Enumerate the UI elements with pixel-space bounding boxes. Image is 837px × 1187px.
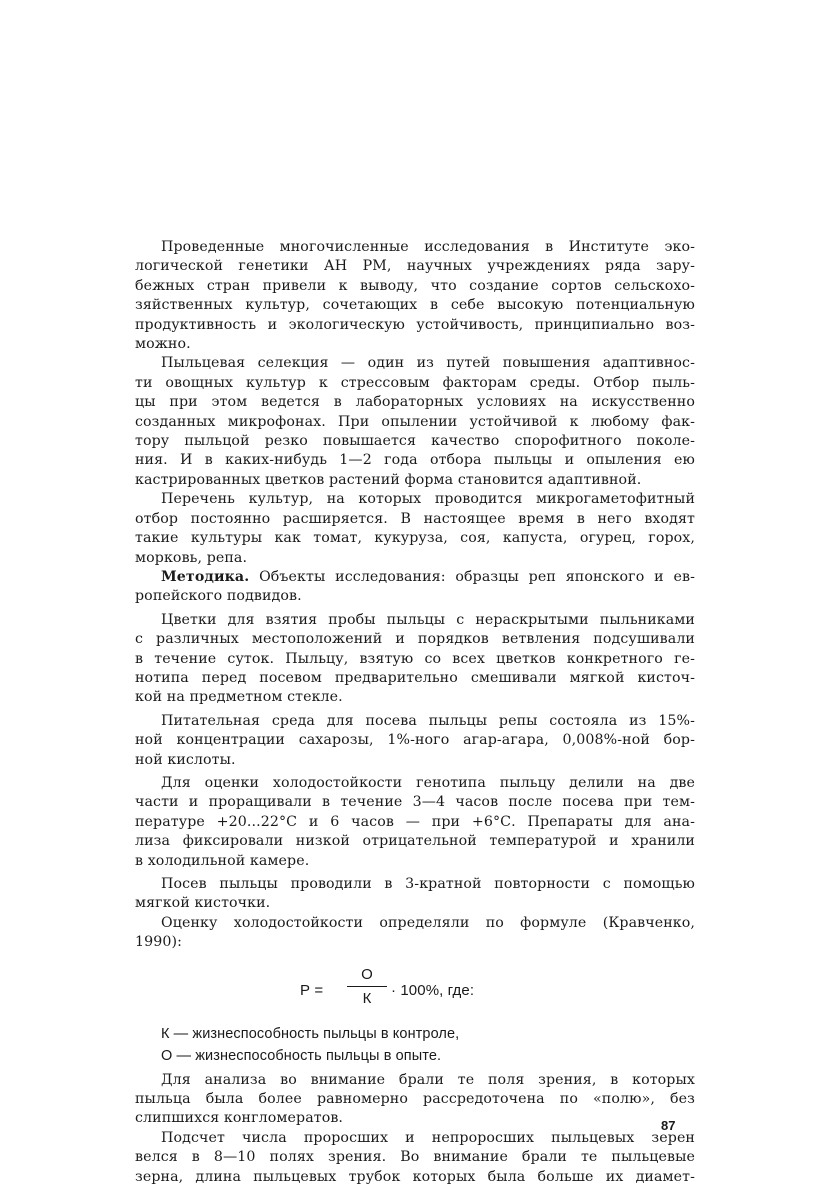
text-line: 1990):	[135, 934, 183, 951]
text-line: такие культуры как томат, кукуруза, соя, капуста, огурец, горох,	[135, 530, 695, 547]
text-line: зяйственных культур, сочетающих в себе высокую потенциальную	[135, 297, 695, 314]
paragraph-methods	[135, 568, 695, 607]
text-line: Посев пыльцы проводили в 3-кратной повторности с помощью	[161, 876, 695, 892]
text-line: ной концентрации сахарозы, 1%-ного агар-агара, 0,008%-ной бор-	[135, 732, 695, 749]
text-line: Перечень культур, на которых проводится микрогаметофитный	[161, 491, 695, 508]
text-line: Для анализа во внимание брали те поля зрения, в которых	[161, 1071, 695, 1088]
formula-lhs: Р =	[300, 981, 324, 999]
paragraph-sowing	[135, 875, 695, 914]
text-line: ния. И в каких-нибудь 1—2 года отбора пыльцы и опыления ею	[135, 452, 695, 469]
paragraph-pollen-selection	[135, 354, 695, 490]
text-line: в холодильной камере.	[135, 852, 310, 869]
text-line: зерна, длина пыльцевых трубок которых была больше их диамет-	[135, 1168, 695, 1185]
text-line: кой на предметном стекле.	[135, 689, 343, 706]
text-line: цы при этом ведется в лабораторных условиях на искусственно	[135, 394, 695, 411]
text-line: велся в 8—10 полях зрения. Во внимание брали те пыльцевые	[135, 1149, 695, 1166]
text-line: Подсчет числа проросших и непроросших пыльцевых зерен	[161, 1129, 695, 1146]
paragraph-cold-assessment	[135, 774, 695, 871]
paragraph-sampling	[135, 611, 695, 708]
text-line: тору пыльцой резко повышается качество спорофитного поколе-	[135, 433, 695, 450]
formula-denominator: К	[362, 990, 372, 1008]
text-line: слипшихся конгломератов.	[135, 1110, 344, 1127]
text-line: Питательная среда для посева пыльцы репы состояла из 15%-	[161, 712, 695, 729]
text-line: логической генетики АН РМ, научных учреждениях ряда зару-	[135, 258, 695, 275]
text-line: пыльца была более равномерно рассредоточена по «полю», без	[135, 1091, 695, 1108]
formula-legend	[135, 1023, 695, 1067]
text-line: можно.	[135, 336, 191, 353]
text-line: Цветки для взятия пробы пыльцы с нераскрытыми пыльниками	[161, 611, 695, 628]
text-line	[135, 568, 695, 587]
text-line: отбор постоянно расширяется. В настоящее время в него входят	[135, 510, 695, 527]
page-number: 87	[661, 1118, 676, 1133]
legend-experiment: О — жизнеспособность пыльцы в опыте.	[161, 1047, 442, 1064]
text-line: кастрированных цветков растений форма становится адаптивной.	[135, 471, 642, 488]
formula	[135, 965, 695, 1013]
paragraph-counting	[135, 1129, 695, 1187]
paragraph-medium	[135, 712, 695, 770]
text-line: нотипа перед посевом предварительно смешивали мягкой кисточ-	[135, 669, 695, 686]
formula-rhs: · 100%, где:	[391, 981, 475, 999]
text-line: мягкой кисточки.	[135, 895, 271, 912]
text-line: Оценку холодостойкости определяли по формуле (Кравченко,	[161, 914, 695, 931]
methods-heading: Методика.	[161, 568, 250, 585]
paragraph-crops	[135, 490, 695, 568]
paragraph-intro	[135, 238, 695, 354]
paragraph-fields	[135, 1071, 695, 1129]
text-line: морковь, репа.	[135, 549, 248, 566]
text-line: продуктивность и экологическую устойчивость, принципиально воз-	[135, 316, 695, 333]
text-line: пературе +20...22°С и 6 часов — при +6°С. Препараты для ана-	[135, 813, 695, 830]
text-line: Проведенные многочисленные исследования в Институте эко-	[161, 239, 695, 255]
methods-text: Объекты исследования: образцы реп японского и ев-	[259, 568, 695, 585]
text-line: ти овощных культур к стрессовым факторам среды. Отбор пыль-	[135, 374, 695, 391]
paragraph-formula-intro	[135, 914, 695, 953]
page-body	[135, 238, 695, 1187]
text-line: созданных микрофонах. При опылении устойчивой к любому фак-	[135, 413, 695, 430]
text-line: ропейского подвидов.	[135, 588, 302, 605]
text-line: с различных местоположений и порядков ветвления подсушивали	[135, 631, 695, 648]
legend-control: К — жизнеспособность пыльцы в контроле,	[161, 1025, 460, 1042]
text-line: Пыльцевая селекция — один из путей повышения адаптивнос-	[161, 355, 695, 372]
text-line: части и проращивали в течение 3—4 часов после посева при тем-	[135, 794, 695, 811]
formula-fraction	[347, 965, 387, 1009]
text-line: лиза фиксировали низкой отрицательной температурой и хранили	[135, 833, 695, 850]
text-line: бежных стран привели к выводу, что создание сортов сельскохо-	[135, 277, 695, 294]
text-line: Для оценки холодостойкости генотипа пыльцу делили на две	[161, 774, 695, 791]
text-line: в течение суток. Пыльцу, взятую со всех цветков конкретного ге-	[135, 650, 695, 667]
text-line: ной кислоты.	[135, 751, 236, 768]
formula-numerator: О	[347, 965, 387, 987]
